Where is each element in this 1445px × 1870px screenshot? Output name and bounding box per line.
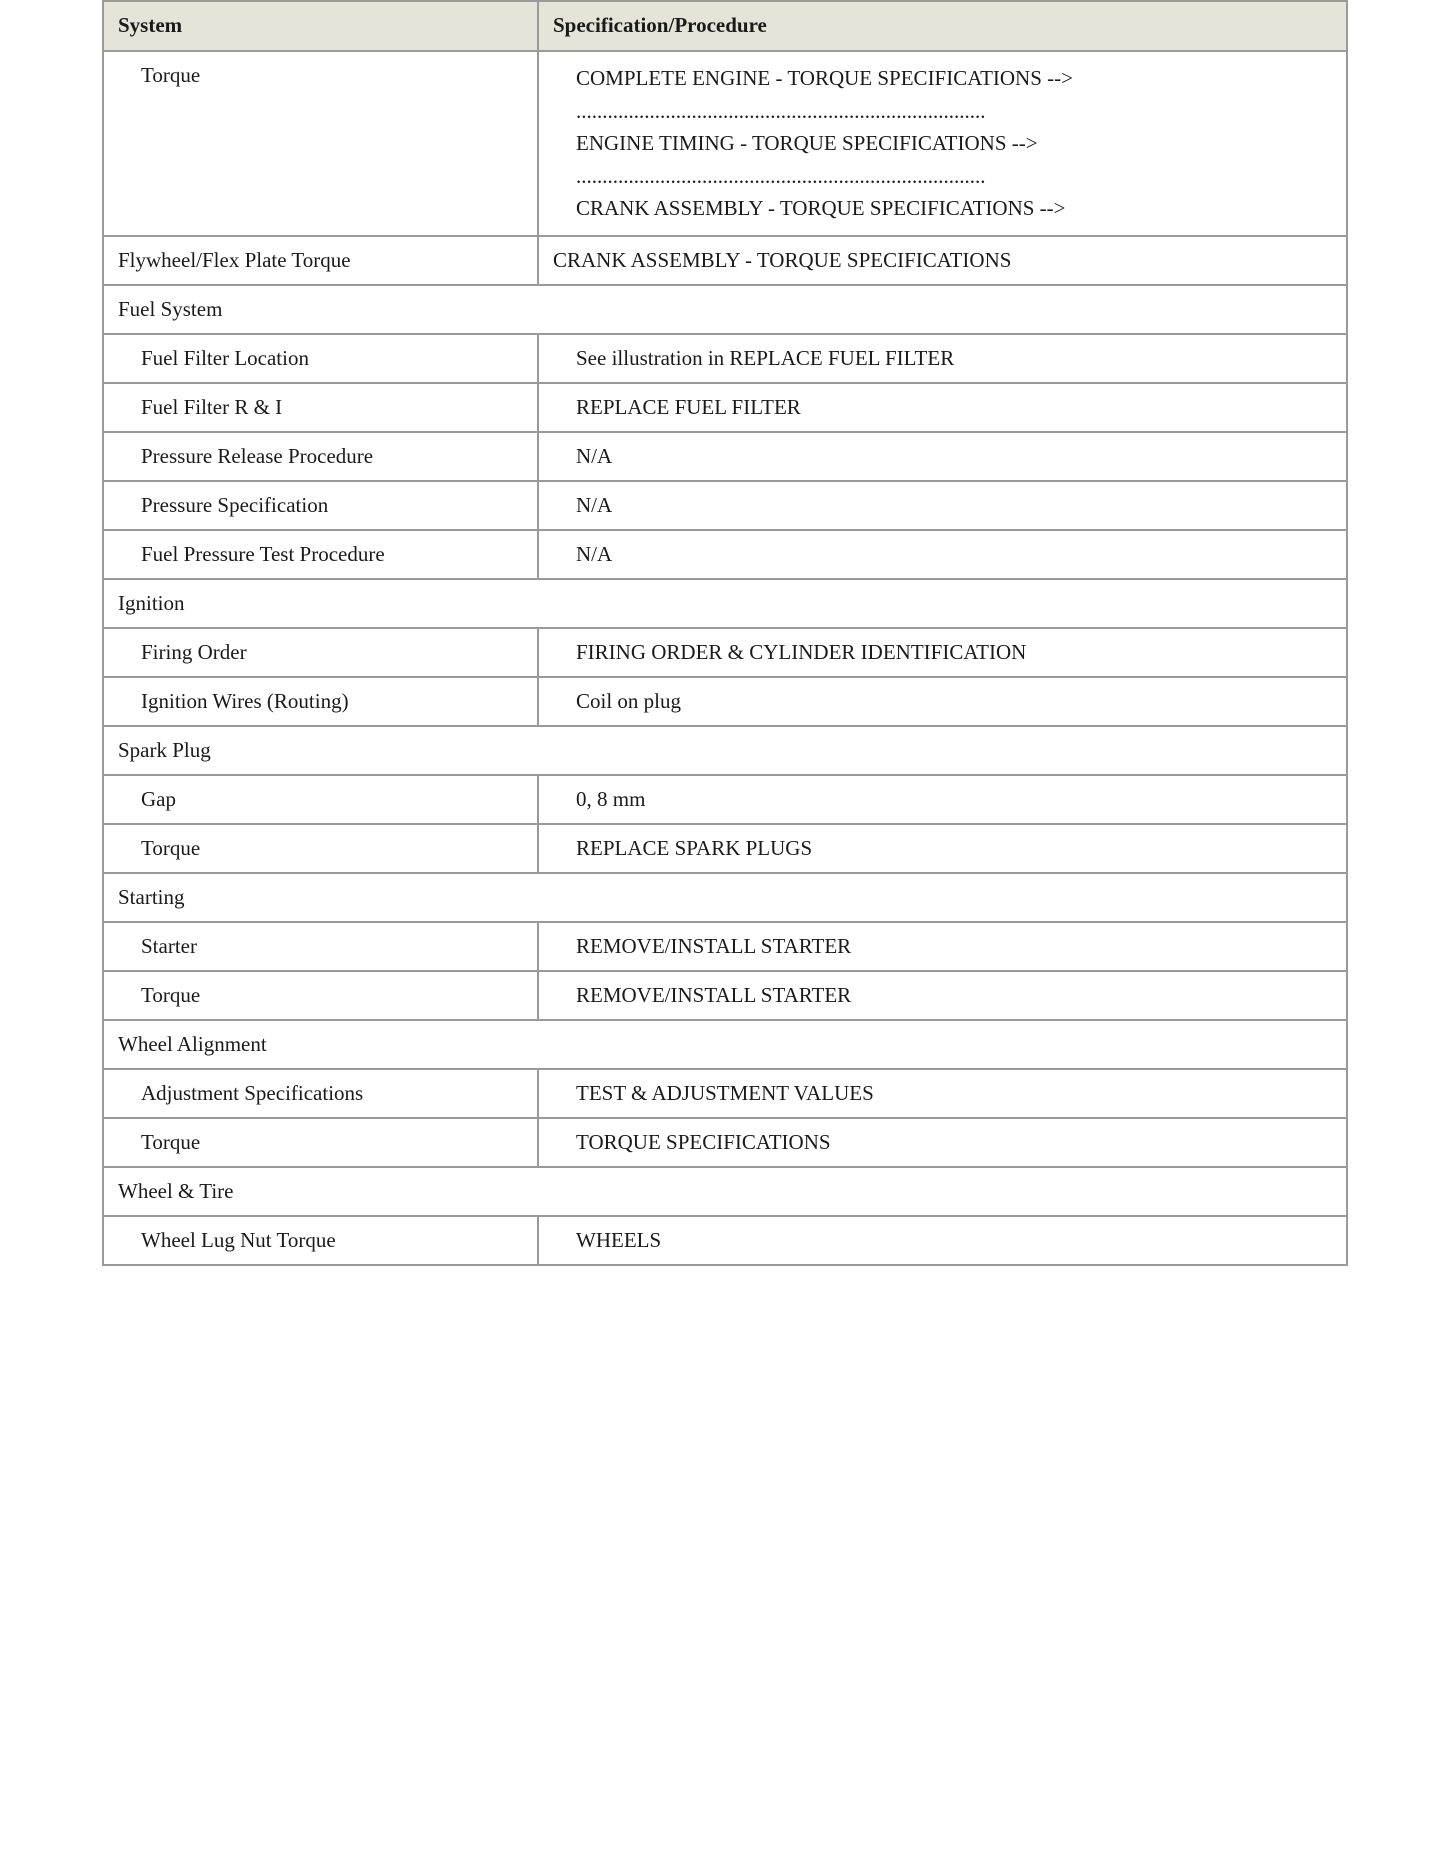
spec-link[interactable]: ENGINE TIMING - TORQUE SPECIFICATIONS -->	[576, 131, 1038, 155]
row-value[interactable]: TORQUE SPECIFICATIONS	[538, 1118, 1347, 1167]
row-label: Torque	[103, 971, 538, 1020]
table-row	[103, 481, 1347, 530]
row-label: Flywheel/Flex Plate Torque	[103, 236, 538, 285]
table-row	[103, 334, 1347, 383]
section-row	[103, 726, 1347, 775]
table-row	[103, 51, 1347, 236]
row-label: Torque	[103, 51, 538, 236]
row-label: Torque	[103, 824, 538, 873]
row-label: Torque	[103, 1118, 538, 1167]
row-label: Pressure Release Procedure	[103, 432, 538, 481]
table-row	[103, 824, 1347, 873]
header-specification: Specification/Procedure	[538, 1, 1347, 51]
section-row	[103, 1020, 1347, 1069]
row-value[interactable]: REPLACE FUEL FILTER	[538, 383, 1347, 432]
row-label: Ignition Wires (Routing)	[103, 677, 538, 726]
row-value[interactable]: See illustration in REPLACE FUEL FILTER	[538, 334, 1347, 383]
spec-link[interactable]: COMPLETE ENGINE - TORQUE SPECIFICATIONS -->	[576, 66, 1073, 90]
section-row	[103, 579, 1347, 628]
table-row	[103, 677, 1347, 726]
table-row	[103, 775, 1347, 824]
section-title: Wheel Alignment	[103, 1020, 1347, 1069]
table-header-row	[103, 1, 1347, 51]
table-row	[103, 530, 1347, 579]
row-value[interactable]: REMOVE/INSTALL STARTER	[538, 922, 1347, 971]
row-value[interactable]: 0, 8 mm	[538, 775, 1347, 824]
section-row	[103, 873, 1347, 922]
row-value[interactable]: FIRING ORDER & CYLINDER IDENTIFICATION	[538, 628, 1347, 677]
section-row	[103, 285, 1347, 334]
section-title: Ignition	[103, 579, 1347, 628]
row-value[interactable]: CRANK ASSEMBLY - TORQUE SPECIFICATIONS	[538, 236, 1347, 285]
table-row	[103, 1069, 1347, 1118]
row-label: Fuel Filter R & I	[103, 383, 538, 432]
header-system: System	[103, 1, 538, 51]
section-title: Wheel & Tire	[103, 1167, 1347, 1216]
dot-leader: ..............................................................................	[576, 163, 986, 188]
row-value[interactable]: Coil on plug	[538, 677, 1347, 726]
row-label: Adjustment Specifications	[103, 1069, 538, 1118]
spec-link[interactable]: CRANK ASSEMBLY - TORQUE SPECIFICATIONS -->	[576, 196, 1066, 220]
row-value[interactable]: N/A	[538, 432, 1347, 481]
row-label: Fuel Pressure Test Procedure	[103, 530, 538, 579]
row-label: Wheel Lug Nut Torque	[103, 1216, 538, 1265]
row-value[interactable]: WHEELS	[538, 1216, 1347, 1265]
row-value[interactable]: TEST & ADJUSTMENT VALUES	[538, 1069, 1347, 1118]
row-label: Firing Order	[103, 628, 538, 677]
row-label: Gap	[103, 775, 538, 824]
row-value[interactable]: REPLACE SPARK PLUGS	[538, 824, 1347, 873]
section-title: Starting	[103, 873, 1347, 922]
table-row	[103, 971, 1347, 1020]
torque-spec-list	[538, 51, 1347, 236]
row-label: Pressure Specification	[103, 481, 538, 530]
row-value[interactable]: REMOVE/INSTALL STARTER	[538, 971, 1347, 1020]
table-row	[103, 432, 1347, 481]
table-row	[103, 1216, 1347, 1265]
table-row	[103, 628, 1347, 677]
table-row	[103, 922, 1347, 971]
row-value[interactable]: N/A	[538, 481, 1347, 530]
table-row	[103, 236, 1347, 285]
section-title: Spark Plug	[103, 726, 1347, 775]
section-title: Fuel System	[103, 285, 1347, 334]
row-label: Fuel Filter Location	[103, 334, 538, 383]
section-row	[103, 1167, 1347, 1216]
row-label: Starter	[103, 922, 538, 971]
spec-table	[102, 0, 1348, 1266]
dot-leader: ..............................................................................	[576, 98, 986, 123]
table-row	[103, 1118, 1347, 1167]
row-value[interactable]: N/A	[538, 530, 1347, 579]
table-row	[103, 383, 1347, 432]
